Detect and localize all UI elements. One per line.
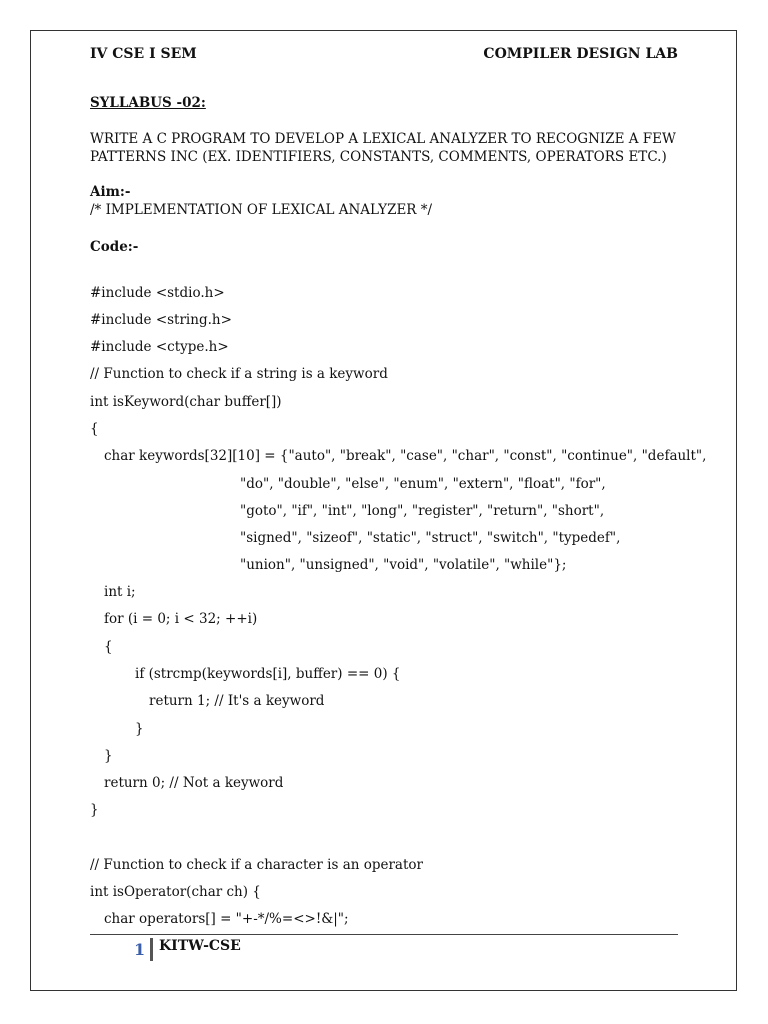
code-line: #include <stdio.h>: [90, 285, 225, 301]
code-line: "signed", "sizeof", "static", "struct", "switch", "typedef",: [240, 530, 621, 546]
task-statement: WRITE A C PROGRAM TO DEVELOP A LEXICAL ANALYZER TO RECOGNIZE A FEW PATTERNS INC (EX. IDENTIFIERS, CONSTANTS, COMMENTS, OPERATORS ETC.): [90, 131, 676, 165]
code-line: return 0; // Not a keyword: [104, 775, 284, 791]
code-line: // Function to check if a character is an operator: [90, 857, 423, 873]
code-line: int isOperator(char ch) {: [90, 884, 261, 900]
code-line: "do", "double", "else", "enum", "extern", "float", "for",: [240, 476, 606, 492]
code-line: for (i = 0; i < 32; ++i): [104, 611, 258, 627]
header-right: COMPILER DESIGN LAB: [483, 46, 678, 62]
code-line: }: [104, 748, 113, 764]
code-line: char keywords[32][10] = {"auto", "break", "case", "char", "const", "continue", "default",: [104, 448, 707, 464]
code-line: }: [135, 721, 144, 737]
aim-label: Aim:-: [90, 184, 131, 200]
code-line: int i;: [104, 584, 136, 600]
code-line: }: [90, 802, 99, 818]
code-line: {: [90, 421, 99, 437]
syllabus-heading: SYLLABUS -02:: [90, 95, 206, 111]
code-line: char operators[] = "+-*/%=<>!&|";: [104, 911, 349, 927]
code-line: "goto", "if", "int", "long", "register", "return", "short",: [240, 503, 605, 519]
code-line: if (strcmp(keywords[i], buffer) == 0) {: [135, 666, 401, 682]
footer-text: KITW-CSE: [159, 938, 241, 954]
footer-rule: [90, 934, 678, 935]
code-line: // Function to check if a string is a keyword: [90, 366, 388, 382]
page-number: 1: [134, 940, 146, 959]
code-line: "union", "unsigned", "void", "volatile", "while"};: [240, 557, 567, 573]
footer-divider: [150, 938, 153, 961]
code-line: int isKeyword(char buffer[]): [90, 394, 282, 410]
code-line: return 1; // It's a keyword: [149, 693, 325, 709]
aim-text: /* IMPLEMENTATION OF LEXICAL ANALYZER */: [90, 202, 433, 218]
code-line: {: [104, 639, 113, 655]
header-left: IV CSE I SEM: [90, 46, 197, 62]
code-line: #include <string.h>: [90, 312, 232, 328]
code-label: Code:-: [90, 239, 139, 255]
code-line: #include <ctype.h>: [90, 339, 229, 355]
